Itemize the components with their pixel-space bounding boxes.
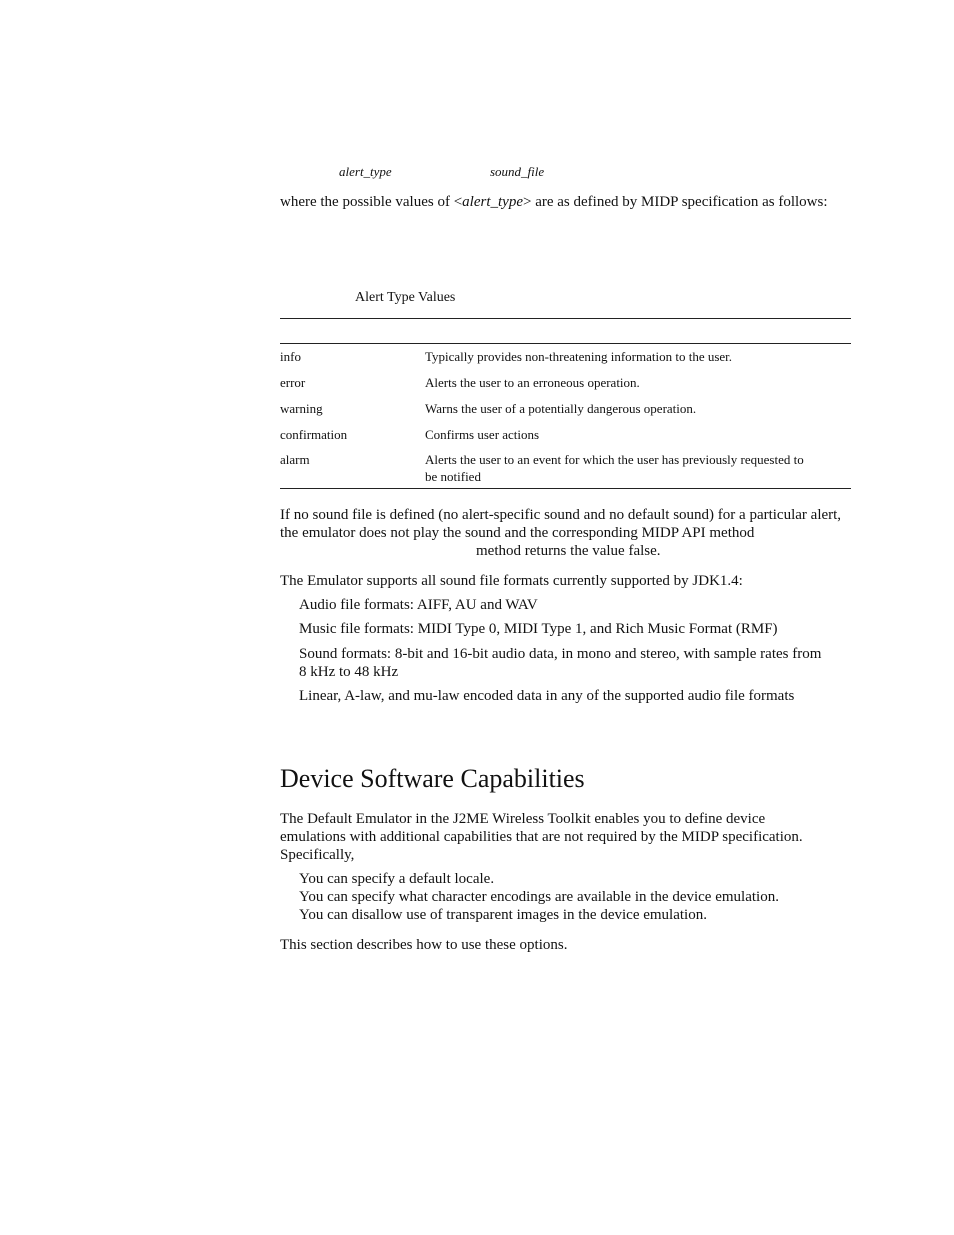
alert-description-cell: Alerts the user to an event for which the user has previously requested to be notified	[425, 452, 804, 484]
closing-paragraph: This section describes how to use these options.	[280, 937, 568, 953]
list-item: You can specify what character encodings are available in the device emulation.	[299, 889, 779, 905]
alert-description-cell: Confirms user actions	[425, 427, 540, 442]
list-item: You can disallow use of transparent images in the device emulation.	[299, 907, 707, 923]
alert-type-cell: error	[280, 375, 306, 390]
list-item: Linear, A-law, and mu-law encoded data in any of the supported audio file formats	[299, 688, 795, 704]
no-sound-text-1: If no sound file is defined (no alert-specific sound and no default sound) for a particular alert, the emulator does not play the sound and the corresponding MIDP API method	[280, 507, 842, 541]
syntax-alert-type: alert_type	[339, 164, 392, 179]
alert-description-cell: Warns the user of a potentially dangerous operation.	[425, 401, 697, 416]
alert-description-cell: Alerts the user to an erroneous operation.	[425, 375, 640, 390]
intro-before: where the possible values of <	[280, 194, 463, 210]
list-item: You can specify a default locale.	[299, 871, 495, 887]
table-bottom-rule	[280, 488, 851, 489]
list-item: Music file formats: MIDI Type 0, MIDI Type 1, and Rich Music Format (RMF)	[299, 621, 778, 637]
alert-type-cell: warning	[280, 401, 323, 416]
syntax-sound-file: sound_file	[490, 164, 545, 179]
list-item: Sound formats: 8-bit and 16-bit audio data, in mono and stereo, with sample rates from 8 kHz to 48 kHz	[299, 646, 822, 680]
section-heading: Device Software Capabilities	[280, 764, 585, 793]
table-top-rule	[280, 318, 851, 319]
intro-after: > are as defined by MIDP specification as follows:	[523, 194, 828, 210]
table-header-rule	[280, 343, 851, 344]
no-sound-text-2: method returns the value false.	[476, 543, 661, 559]
table-caption: Alert Type Values	[355, 290, 456, 305]
alert-description-cell: Typically provides non-threatening information to the user.	[425, 349, 733, 364]
no-sound-paragraph	[280, 506, 842, 560]
section-paragraph: The Default Emulator in the J2ME Wireless Toolkit enables you to define device emulations with additional capabilities that are not required by the MIDP specification. Specifically,	[280, 811, 803, 863]
formats-intro: The Emulator supports all sound file formats currently supported by JDK1.4:	[280, 573, 743, 589]
intro-term: alert_type	[462, 194, 523, 210]
alert-type-cell: confirmation	[280, 427, 348, 442]
alert-type-cell: info	[280, 349, 301, 364]
list-item: Audio file formats: AIFF, AU and WAV	[299, 597, 538, 613]
intro-paragraph	[280, 193, 840, 211]
alert-type-cell: alarm	[280, 452, 310, 467]
